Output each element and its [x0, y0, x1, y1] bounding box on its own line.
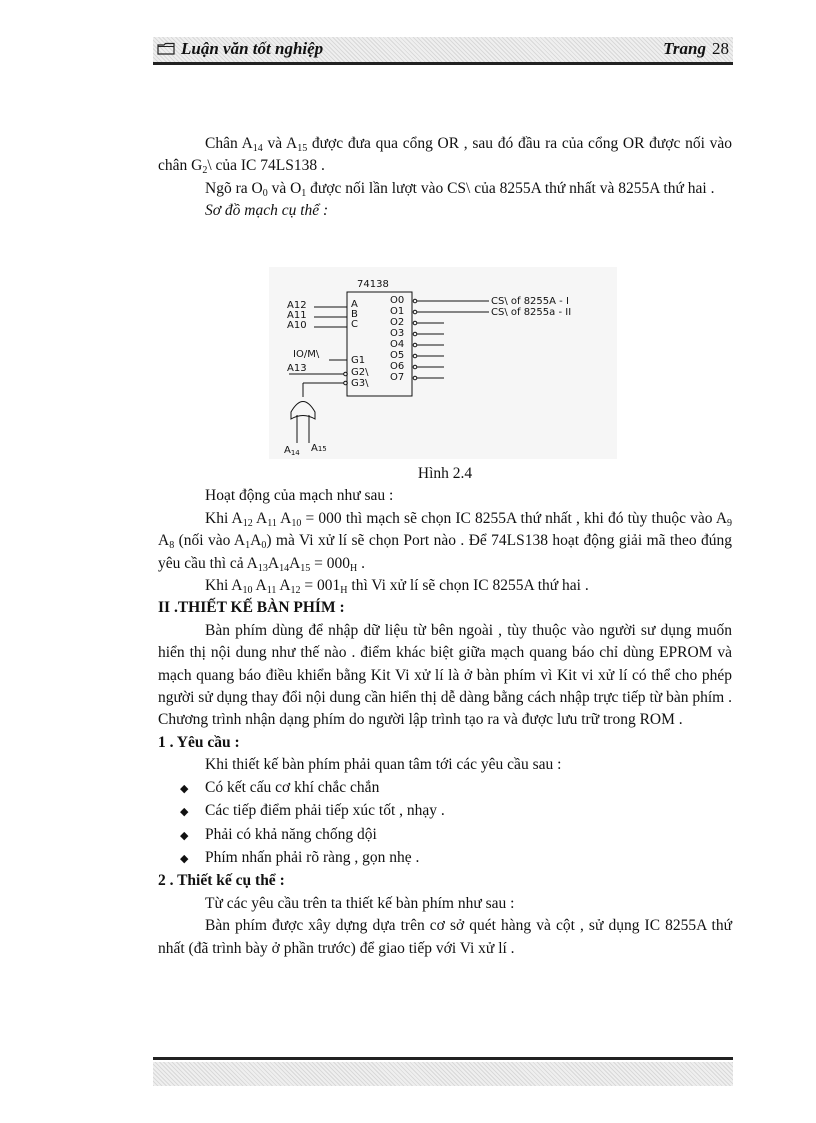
- page-footer: [153, 1062, 733, 1086]
- or-gate: [291, 402, 315, 420]
- output-pin-label: O6: [390, 361, 405, 372]
- paragraph: Bàn phím dùng để nhập dữ liệu từ bên ngoài , tùy thuộc vào người sư dụng muốn hiển thị nội dung như thế nào . điểm khác biệt giữa mạch quang báo chỉ dùng EPROM và mạch quang báo điều khiển bằng Kit Vi xử lí là ở bàn phím vì Kit vi xử lí có thể cho phép người sử dụng thay đổi nội dung cần hiển thị dễ dàng bằng cách nhập trực tiếp từ bàn phím . Chương trình nhận dạng phím do người lập trình tạo ra và được lưu trữ trong ROM .: [158, 621, 732, 729]
- paragraph: Chân $A_{14}$ và $A_{15}$ được đưa qua cổng OR , sau đó đầu ra của cổng OR được nối vào chân $G_2\backslash$ của IC 74LS138 .: [158, 135, 733, 177]
- input-label: A10: [287, 320, 307, 331]
- list-item: ◆ Phải có khả năng chống dội: [158, 824, 732, 847]
- chip-label: 74138: [357, 279, 389, 290]
- header-page: [663, 39, 729, 59]
- output-pin-label: O3: [390, 328, 405, 339]
- input-label: A11: [287, 310, 307, 321]
- page-number: 28: [712, 39, 729, 58]
- list-item: ◆ Phím nhấn phải rõ ràng , gọn nhẹ .: [158, 847, 732, 870]
- output-pin-label: O0: [390, 295, 405, 306]
- paragraph: Khi thiết kế bàn phím phải quan tâm tới các yêu cầu sau :: [205, 756, 562, 774]
- bullet-icon: ◆: [180, 852, 189, 865]
- output-pin-label: O1: [390, 306, 405, 317]
- decoder-circuit-figure: [269, 267, 617, 459]
- list-item: ◆ Có kết cấu cơ khí chắc chắn: [158, 777, 732, 800]
- header-title-block: [157, 39, 323, 60]
- paragraph: Khi $A_{12}$ $A_{11}$ $A_{10} = 000$ thì mạch sẽ chọn IC 8255A thứ nhất , khi đó tùy thuộc vào $A_9$ $A_8$ (nối vào $A_1A_0$) mà Vi xử lí sẽ chọn Port nào . Để 74LS138 hoạt động giải mã theo đúng yêu cầu thì cả $A_{13}A_{14}A_{15} = 000_H$ .: [158, 509, 733, 574]
- bullet-icon: ◆: [180, 829, 189, 842]
- pin-label: A: [351, 299, 358, 310]
- control-label: A13: [287, 363, 307, 374]
- list-item: ◆ Các tiếp điểm phải tiếp xúc tốt , nhạy .: [158, 800, 732, 823]
- diagram-title: Sơ đồ mạch cụ thể :: [205, 202, 329, 220]
- pin-label: G3\: [351, 378, 369, 389]
- pin-label: C: [351, 319, 358, 330]
- footer-rule: [153, 1057, 733, 1060]
- output-pin-label: O7: [390, 372, 405, 383]
- cs-label: CS\ of 8255A - I: [491, 296, 569, 307]
- section-heading: II .THIẾT KẾ BÀN PHÍM :: [158, 599, 345, 617]
- output-pin-label: O4: [390, 339, 405, 350]
- or-input-label: A15: [311, 443, 327, 454]
- text-block-top: [158, 133, 732, 223]
- pin-label: G2\: [351, 367, 369, 378]
- paragraph: Ngõ ra $O_0$ và $O_1$ được nối lần lượt vào CS\ của 8255A thứ nhất và 8255A thứ hai .: [205, 179, 715, 199]
- pin-label: G1: [351, 355, 366, 366]
- pin-label: B: [351, 309, 358, 320]
- paragraph: Khi $A_{10}$ $A_{11}$ $A_{12} = 001_H$ thì Vi xử lí sẽ chọn IC 8255A thứ hai .: [205, 577, 589, 597]
- input-label: A12: [287, 300, 307, 311]
- bullet-icon: ◆: [180, 782, 189, 795]
- cs-label: CS\ of 8255a - II: [491, 307, 572, 318]
- text-block-bottom: [158, 463, 732, 960]
- folder-icon: [157, 40, 175, 60]
- paragraph: Bàn phím được xây dựng dựa trên cơ sở quét hàng và cột , sử dụng IC 8255A thứ nhất (đã trình bày ở phần trước) để giao tiếp với Vi xử lí .: [158, 917, 732, 957]
- header-page-label: Trang: [663, 39, 706, 58]
- figure-caption: Hình 2.4: [417, 465, 473, 482]
- subsection-heading: 1 . Yêu cầu :: [158, 733, 240, 751]
- requirement-list: [158, 777, 732, 871]
- or-input-label: $A_{14}$: [284, 445, 300, 457]
- paragraph: Từ các yêu cầu trên ta thiết kế bàn phím như sau :: [205, 894, 515, 912]
- header-title: Luận văn tốt nghiệp: [181, 39, 324, 58]
- control-label: IO/M\: [293, 349, 320, 360]
- bullet-icon: ◆: [180, 806, 189, 819]
- subsection-heading: 2 . Thiết kế cụ thể :: [158, 872, 285, 890]
- page-header: [153, 37, 733, 65]
- output-pin-label: O2: [390, 317, 405, 328]
- output-pin-label: O5: [390, 350, 405, 361]
- paragraph: Hoạt động của mạch như sau :: [205, 487, 394, 505]
